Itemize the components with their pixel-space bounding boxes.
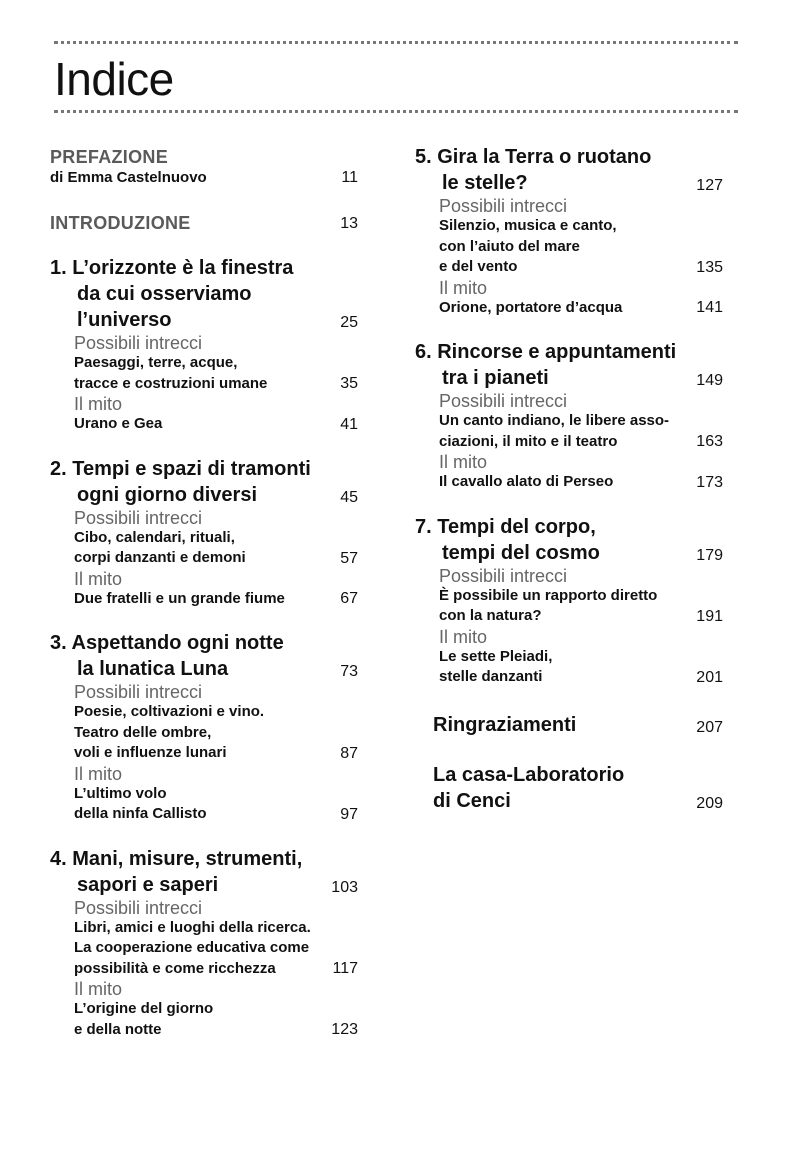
chapter-title-line: tempi del cosmo (442, 541, 600, 564)
toc-row (74, 589, 358, 610)
toc-row (74, 959, 358, 980)
entry-line: L’ultimo volo (74, 784, 167, 802)
toc-left-column (50, 138, 358, 1040)
chapter-title-line: 1. L’orizzonte è la finestra (50, 257, 294, 279)
entry-line: Due fratelli e un grande fiume (74, 589, 285, 607)
toc-row (415, 712, 723, 738)
page-number: 45 (340, 488, 358, 506)
intrecci-entry (50, 918, 358, 980)
mito-label: Il mito (74, 394, 123, 414)
toc-chapter-2[interactable] (50, 456, 358, 610)
toc-row (439, 606, 723, 627)
page-number: 35 (340, 375, 358, 392)
page-number: 141 (696, 299, 723, 316)
mito-label: Il mito (74, 568, 123, 589)
toc-row (74, 1020, 358, 1041)
chapter-title-line: 4. Mani, misure, strumenti, (50, 847, 303, 870)
entry-line: Silenzio, musica e canto, (439, 217, 617, 234)
chapter-title-line: l’universo (77, 309, 172, 331)
entry-line: e del vento (439, 258, 518, 275)
mito-entry (415, 298, 723, 319)
toc-casa-laboratorio[interactable] (415, 762, 723, 814)
chapter-title-line: da cui osserviamo (77, 283, 252, 305)
mito-entry (415, 472, 723, 493)
intrecci-label: Possibili intrecci (74, 507, 203, 528)
page-number: 97 (340, 805, 358, 823)
mito-label: Il mito (74, 979, 123, 999)
entry-line: L’origine del giorno (74, 1000, 214, 1017)
chapter-title-line: sapori e saperi (77, 873, 219, 896)
page-number: 13 (340, 215, 358, 232)
page-number: 209 (696, 794, 723, 812)
page-number: 67 (340, 590, 358, 607)
entry-line: Poesie, coltivazioni e vino. (74, 703, 265, 720)
intrecci-entry (415, 411, 723, 452)
entry-line: con la natura? (439, 607, 542, 624)
entry-line: voli e influenze lunari (74, 744, 227, 761)
mito-label: Il mito (439, 277, 488, 298)
section-label: Ringraziamenti (433, 713, 577, 736)
page-number: 191 (696, 607, 723, 625)
page-number: 117 (332, 960, 358, 977)
dotted-rule-top (54, 41, 738, 44)
entry-line: tracce e costruzioni umane (74, 374, 268, 392)
intrecci-label: Possibili intrecci (74, 897, 203, 918)
toc-row (74, 548, 358, 569)
entry-line: Il cavallo alato di Perseo (439, 473, 614, 490)
entry-line: corpi danzanti e demoni (74, 549, 246, 566)
toc-row (415, 365, 723, 391)
toc-prefazione[interactable] (50, 146, 358, 188)
page-number: 179 (696, 546, 723, 564)
toc-introduzione[interactable] (50, 212, 358, 234)
entry-line: stelle danzanti (439, 668, 543, 685)
mito-label: Il mito (439, 626, 488, 647)
toc-right-column (415, 138, 723, 814)
entry-line: Libri, amici e luoghi della ricerca. (74, 918, 311, 936)
page-title: Indice (54, 53, 174, 105)
entry-line: Cibo, calendari, rituali, (74, 528, 235, 546)
page-number: 25 (340, 314, 358, 331)
intrecci-entry (415, 586, 723, 627)
intrecci-entry (50, 353, 358, 394)
page-number: 149 (696, 372, 723, 389)
section-label-line: La casa-Laboratorio (433, 763, 625, 786)
toc-chapter-7[interactable] (415, 514, 723, 688)
toc-row (415, 788, 723, 814)
page-number: 123 (331, 1021, 358, 1038)
chapter-title-line: 2. Tempi e spazi di tramonti (50, 457, 311, 480)
toc-chapter-4[interactable] (50, 846, 358, 1041)
intrecci-label: Possibili intrecci (439, 196, 568, 216)
toc-row (439, 667, 723, 688)
entry-line: Un canto indiano, le libere asso- (439, 412, 670, 429)
page-number: 173 (696, 473, 723, 491)
intrecci-label: Possibili intrecci (74, 333, 203, 353)
chapter-title-line: 3. Aspettando ogni notte (50, 632, 284, 654)
entry-line: possibilità e come ricchezza (74, 959, 276, 977)
dotted-rule-bottom (54, 110, 738, 113)
toc-row (50, 482, 358, 508)
entry-line: Le sette Pleiadi, (439, 647, 553, 665)
chapter-title-line: la lunatica Luna (77, 658, 229, 680)
toc-row (415, 170, 723, 196)
page-number: 41 (340, 415, 358, 433)
intrecci-label: Possibili intrecci (439, 565, 568, 586)
chapter-title-line: 6. Rincorse e appuntamenti (415, 341, 677, 363)
toc-row (50, 656, 358, 682)
intrecci-label: Possibili intrecci (439, 391, 568, 411)
page-number: 163 (696, 433, 723, 450)
page-number: 57 (340, 549, 358, 567)
toc-chapter-1[interactable] (50, 255, 358, 435)
toc-row (439, 432, 723, 453)
toc-row (74, 804, 358, 825)
page-number: 207 (696, 718, 723, 736)
page-number: 73 (340, 663, 358, 680)
mito-entry (50, 784, 358, 825)
toc-row (50, 307, 358, 333)
toc-chapter-3[interactable] (50, 630, 358, 825)
entry-line: con l’aiuto del mare (439, 237, 580, 255)
toc-ringraziamenti[interactable] (415, 712, 723, 738)
entry-line: La cooperazione educativa come (74, 939, 310, 956)
intrecci-label: Possibili intrecci (74, 682, 203, 702)
entry-line: Paesaggi, terre, acque, (74, 354, 238, 371)
mito-label: Il mito (74, 763, 123, 784)
page-number: 127 (696, 177, 723, 194)
toc-chapter-6[interactable] (415, 339, 723, 493)
chapter-title-line: ogni giorno diversi (77, 483, 258, 506)
page-number: 11 (341, 169, 358, 186)
mito-entry (50, 589, 358, 610)
toc-row (50, 872, 358, 898)
toc-row (439, 257, 723, 278)
section-label-line: di Cenci (433, 789, 511, 812)
page-number: 87 (340, 744, 358, 762)
chapter-title-line: 5. Gira la Terra o ruotano (415, 146, 652, 168)
entry-line: e della notte (74, 1020, 162, 1038)
toc-row (74, 374, 358, 395)
chapter-title-line: 7. Tempi del corpo, (415, 515, 596, 538)
toc-row (74, 743, 358, 764)
toc-row (50, 212, 358, 234)
entry-line: Orione, portatore d’acqua (439, 298, 623, 316)
page-number: 103 (331, 878, 358, 896)
toc-row (439, 472, 723, 493)
section-label: INTRODUZIONE (50, 213, 191, 233)
page-number: 201 (696, 668, 723, 686)
page-number: 135 (696, 258, 723, 276)
mito-entry (50, 414, 358, 435)
entry-line: È possibile un rapporto diretto (439, 586, 658, 604)
toc-row (415, 540, 723, 566)
section-label: PREFAZIONE (50, 147, 169, 167)
chapter-title-line: le stelle? (442, 172, 528, 194)
mito-label: Il mito (439, 452, 488, 472)
entry-line: Teatro delle ombre, (74, 723, 212, 741)
entry-line: ciazioni, il mito e il teatro (439, 432, 618, 450)
mito-entry (50, 999, 358, 1040)
toc-row (50, 168, 358, 188)
intrecci-entry (50, 528, 358, 569)
mito-entry (415, 647, 723, 688)
toc-row (439, 298, 723, 319)
prefazione-author: di Emma Castelnuovo (50, 169, 207, 186)
intrecci-entry (50, 702, 358, 764)
chapter-title-line: tra i pianeti (442, 367, 549, 389)
toc-chapter-5[interactable] (415, 144, 723, 318)
toc-row (74, 414, 358, 435)
intrecci-entry (415, 216, 723, 278)
entry-line: Urano e Gea (74, 415, 163, 432)
entry-line: della ninfa Callisto (74, 805, 207, 822)
